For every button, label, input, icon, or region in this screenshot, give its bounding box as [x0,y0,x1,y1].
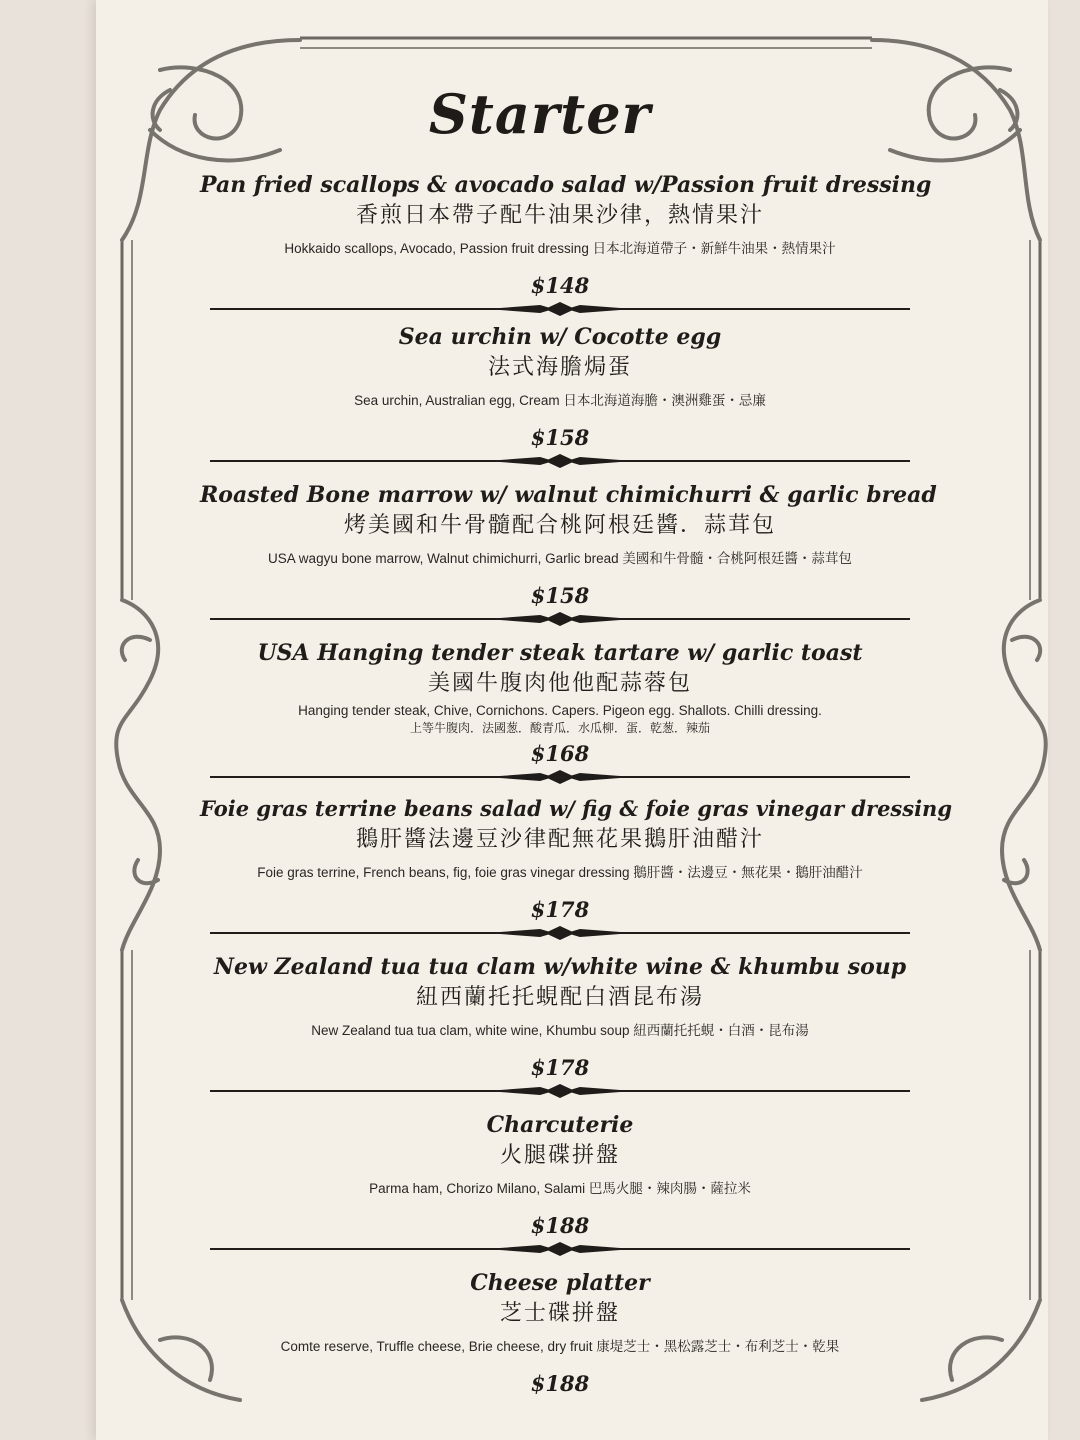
item-name-zh: 紐西蘭托托蜆配白酒昆布湯 [415,985,704,1010]
item-description: Comte reserve, Truffle cheese, Brie cheese, dry fruit 康堤芝士・黑松露芝士・布利芝士・乾果 [280,1339,840,1354]
menu-item [200,952,920,1110]
menu-item [200,794,953,952]
menu-item [200,170,932,322]
divider-ornament [210,302,910,316]
item-description-zh: 上等牛腹肉．法國葱．酸青瓜．水瓜柳．蛋．乾葱．辣茄 [409,721,710,735]
item-name-en: USA Hanging tender steak tartare w/ garlic toast [257,640,863,666]
divider-ornament [210,454,910,468]
item-name-en: Cheese platter [470,1270,650,1296]
item-description: New Zealand tua tua clam, white wine, Khumbu soup 紐西蘭托托蜆・白酒・昆布湯 [311,1023,809,1038]
menu-item [200,1110,920,1268]
item-description: Hanging tender steak, Chive, Cornichons. Capers. Pigeon egg. Shallots. Chilli dressing. [298,703,822,718]
item-price: $168 [530,741,590,766]
item-price: $178 [530,1055,590,1080]
item-price: $188 [530,1371,590,1396]
item-name-zh: 鵝肝醬法邊豆沙律配無花果鵝肝油醋汁 [355,827,764,852]
menu-title: Starter [428,82,652,146]
item-name-en: Roasted Bone marrow w/ walnut chimichurri & garlic bread [200,482,937,508]
item-name-zh: 烤美國和牛骨髓配合桃阿根廷醬．蒜茸包 [343,513,776,538]
item-price: $178 [530,897,590,922]
item-description: Parma ham, Chorizo Milano, Salami 巴馬火腿・辣肉腸・薩拉米 [369,1181,751,1196]
item-description: Foie gras terrine, French beans, fig, foie gras vinegar dressing 鵝肝醬・法邊豆・無花果・鵝肝油醋汁 [257,865,863,880]
item-price: $148 [530,273,590,298]
item-name-en: Sea urchin w/ Cocotte egg [398,324,722,350]
divider-ornament [210,770,910,784]
item-description: USA wagyu bone marrow, Walnut chimichurri, Garlic bread 美國和牛骨髓・合桃阿根廷醬・蒜茸包 [268,551,852,566]
item-description: Sea urchin, Australian egg, Cream 日本北海道海膽・澳洲雞蛋・忌廉 [354,393,766,408]
menu-item [200,480,937,638]
item-name-en: Charcuterie [486,1112,634,1138]
menu-item [200,638,920,794]
divider-ornament [210,612,910,626]
menu-item [200,1268,920,1398]
item-description: Hokkaido scallops, Avocado, Passion fruit dressing 日本北海道帶子・新鮮牛油果・熱情果汁 [284,241,836,256]
item-name-zh: 火腿碟拼盤 [499,1143,620,1168]
item-name-en: New Zealand tua tua clam w/white wine & khumbu soup [213,954,907,980]
item-name-en: Pan fried scallops & avocado salad w/Passion fruit dressing [200,172,932,198]
item-name-zh: 法式海膽焗蛋 [487,355,632,380]
divider-ornament [210,926,910,940]
menu-list [200,170,953,1398]
item-price: $158 [530,425,590,450]
divider-ornament [210,1242,910,1256]
item-price: $188 [530,1213,590,1238]
item-name-zh: 芝士碟拼盤 [499,1301,620,1326]
menu-item [200,322,920,480]
item-name-en: Foie gras terrine beans salad w/ fig & foie gras vinegar dressing [200,796,953,821]
item-price: $158 [530,583,590,608]
divider-ornament [210,1084,910,1098]
item-name-zh: 香煎日本帶子配牛油果沙律，熱情果汁 [355,203,764,228]
item-name-zh: 美國牛腹肉他他配蒜蓉包 [427,671,692,696]
